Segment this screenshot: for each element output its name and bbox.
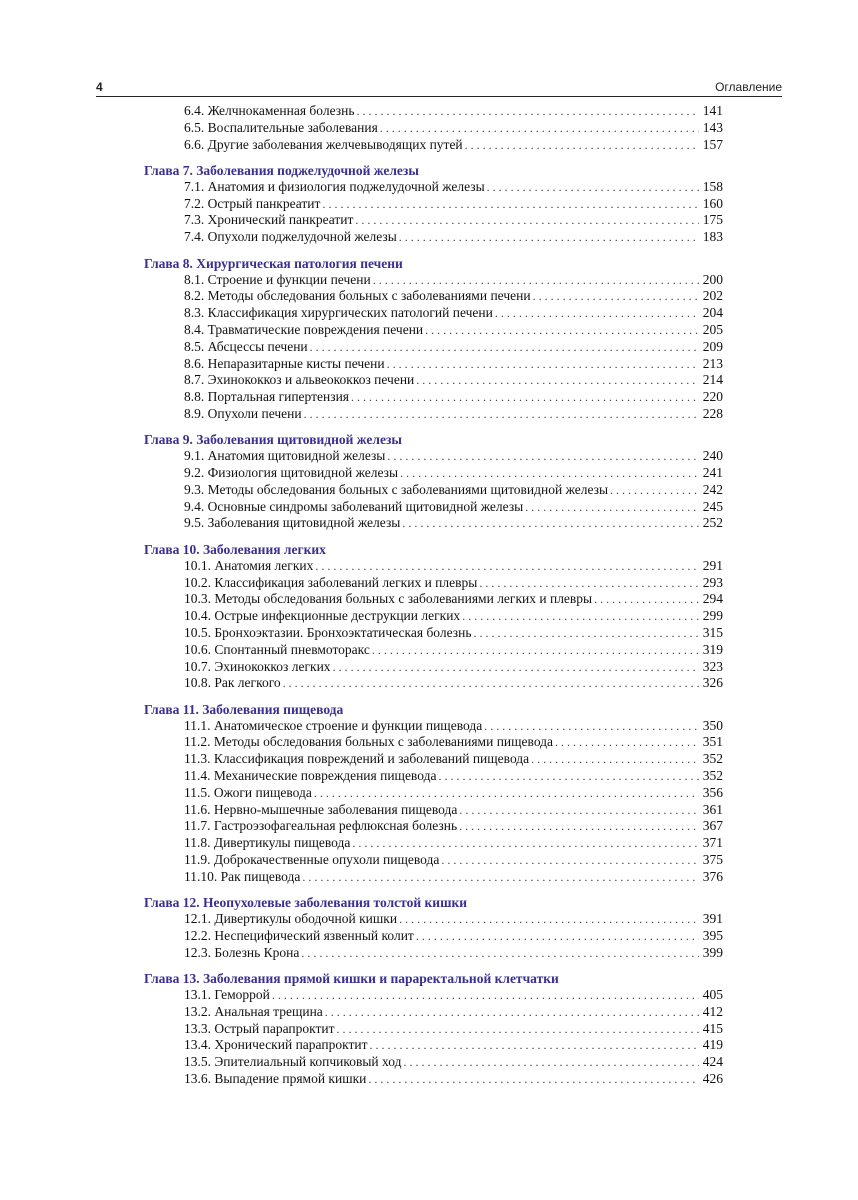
dot-leader <box>322 196 699 213</box>
toc-entry <box>96 137 782 154</box>
toc-chapter <box>96 103 782 153</box>
dot-leader <box>283 675 699 692</box>
toc-entry <box>96 305 782 322</box>
section-title: Оглавление <box>715 80 782 94</box>
toc-entry-page: 352 <box>702 751 723 767</box>
toc-entry-page: 419 <box>702 1037 723 1053</box>
toc-entry <box>96 785 782 802</box>
toc-entry-title: 11.6. Нервно-мышечные заболевания пищевода <box>184 801 458 817</box>
toc-entry <box>96 288 782 305</box>
toc-entry-page: 252 <box>702 515 723 531</box>
dot-leader <box>416 372 699 389</box>
toc-entry-page: 209 <box>702 338 723 354</box>
toc-entry-title: 6.4. Желчнокаменная болезнь <box>184 103 355 118</box>
toc-entry <box>96 945 782 962</box>
dot-leader <box>495 305 699 322</box>
toc-entry-title: 13.2. Анальная трещина <box>184 1003 323 1019</box>
dot-leader <box>459 818 699 835</box>
dot-leader <box>399 229 699 246</box>
toc-entry <box>96 558 782 575</box>
toc-entry-page: 412 <box>702 1003 723 1019</box>
dot-leader <box>416 928 699 945</box>
dot-leader <box>484 718 699 735</box>
toc-entry-title: 11.8. Дивертикулы пищевода <box>184 835 351 851</box>
dot-leader <box>425 322 699 339</box>
toc-entry-title: 8.1. Строение и функции печени <box>184 271 371 287</box>
dot-leader <box>356 103 699 120</box>
dot-leader <box>402 515 699 532</box>
toc-entry <box>96 372 782 389</box>
dot-leader <box>474 625 700 642</box>
toc-entry <box>96 852 782 869</box>
dot-leader <box>333 659 699 676</box>
dot-leader <box>399 911 699 928</box>
toc-entry-title: 8.5. Абсцессы печени <box>184 338 308 354</box>
toc-entry <box>96 465 782 482</box>
dot-leader <box>400 465 699 482</box>
toc-entry-title: 12.3. Болезнь Крона <box>184 944 300 960</box>
dot-leader <box>610 482 699 499</box>
toc-entry-title: 9.3. Методы обследования больных с заболеваниями щитовидной железы <box>184 481 609 497</box>
toc-entry-page: 157 <box>702 136 723 152</box>
toc-entry <box>96 1054 782 1071</box>
toc-entry-title: 8.3. Классификация хирургических патологий печени <box>184 305 493 321</box>
toc-entry <box>96 675 782 692</box>
dot-leader <box>533 288 699 305</box>
toc-entry-page: 367 <box>702 818 723 834</box>
toc-entry-title: 11.7. Гастроэзофагеальная рефлюксная болезнь <box>184 818 458 834</box>
chapter-title: Глава 11. Заболевания пищевода <box>144 701 344 717</box>
dot-leader <box>462 608 699 625</box>
dot-leader <box>352 835 699 852</box>
toc-entry-title: 11.3. Классификация повреждений и заболеваний пищевода <box>184 751 530 767</box>
page-number: 4 <box>96 80 103 94</box>
toc-entry-title: 12.2. Неспецифический язвенный колит <box>184 927 414 943</box>
toc-chapter <box>96 431 782 532</box>
toc-entry-page: 405 <box>702 986 723 1002</box>
toc-entry-page: 214 <box>702 372 723 388</box>
toc-entry-page: 213 <box>702 355 723 371</box>
toc-chapter <box>96 701 782 886</box>
running-header <box>96 80 782 97</box>
toc-entry-title: 7.2. Острый панкреатит <box>184 195 321 211</box>
toc-entry <box>96 499 782 516</box>
toc-entry-title: 11.2. Методы обследования больных с заболеваниями пищевода <box>184 734 554 750</box>
toc-entry-page: 200 <box>702 271 723 287</box>
toc-entry <box>96 389 782 406</box>
toc-entry-page: 220 <box>702 389 723 405</box>
toc-entry-title: 11.1. Анатомическое строение и функции пищевода <box>184 717 483 733</box>
toc-entry <box>96 515 782 532</box>
toc-chapter <box>96 541 782 692</box>
toc-entry <box>96 482 782 499</box>
toc-entry <box>96 339 782 356</box>
toc-entry <box>96 229 782 246</box>
toc-entry-page: 158 <box>702 178 723 194</box>
dot-leader <box>441 852 699 869</box>
toc-entry-page: 315 <box>702 624 723 640</box>
table-of-contents <box>96 103 782 1096</box>
dot-leader <box>373 272 699 289</box>
chapter-title: Глава 13. Заболевания прямой кишки и параректальной клетчатки <box>144 970 559 986</box>
toc-entry <box>96 272 782 289</box>
toc-entry <box>96 911 782 928</box>
chapter-title: Глава 12. Неопухолевые заболевания толстой кишки <box>144 895 468 911</box>
toc-entry-title: 8.9. Опухоли печени <box>184 405 302 421</box>
chapter-title: Глава 7. Заболевания поджелудочной железы <box>144 162 419 178</box>
toc-entry <box>96 1037 782 1054</box>
toc-entry <box>96 1004 782 1021</box>
toc-entry <box>96 591 782 608</box>
toc-entry <box>96 734 782 751</box>
toc-entry-title: 8.7. Эхинококкоз и альвеококкоз печени <box>184 372 415 388</box>
toc-entry-page: 350 <box>702 717 723 733</box>
toc-entry-title: 9.1. Анатомия щитовидной железы <box>184 448 386 464</box>
dot-leader <box>487 179 699 196</box>
toc-entry-title: 7.1. Анатомия и физиология поджелудочной железы <box>184 178 485 194</box>
toc-entry <box>96 751 782 768</box>
toc-entry-page: 205 <box>702 321 723 337</box>
toc-entry-page: 415 <box>702 1020 723 1036</box>
toc-entry-page: 391 <box>702 911 723 927</box>
toc-entry-page: 204 <box>702 305 723 321</box>
toc-entry-title: 11.10. Рак пищевода <box>184 868 301 884</box>
toc-entry-title: 13.6. Выпадение прямой кишки <box>184 1070 367 1086</box>
dot-leader <box>315 558 699 575</box>
toc-entry-page: 426 <box>702 1070 723 1086</box>
toc-entry-title: 10.1. Анатомия легких <box>184 557 314 573</box>
toc-entry <box>96 406 782 423</box>
toc-entry-title: 9.5. Заболевания щитовидной железы <box>184 515 401 531</box>
toc-entry-title: 10.7. Эхинококкоз легких <box>184 658 331 674</box>
dot-leader <box>459 802 699 819</box>
dot-leader <box>438 768 699 785</box>
toc-entry-page: 141 <box>702 103 723 118</box>
toc-entry-title: 10.2. Классификация заболеваний легких и плевры <box>184 574 478 590</box>
toc-entry <box>96 1071 782 1088</box>
dot-leader <box>304 406 699 423</box>
toc-entry-title: 10.5. Бронхоэктазии. Бронхоэктатическая болезнь <box>184 624 472 640</box>
dot-leader <box>479 575 699 592</box>
toc-chapter <box>96 255 782 423</box>
toc-entry-title: 11.5. Ожоги пищевода <box>184 784 312 800</box>
dot-leader <box>368 1071 699 1088</box>
toc-entry-page: 175 <box>702 212 723 228</box>
toc-entry-title: 11.4. Механические повреждения пищевода <box>184 768 437 783</box>
toc-entry <box>96 575 782 592</box>
toc-entry-page: 399 <box>702 944 723 960</box>
dot-leader <box>301 945 699 962</box>
toc-entry <box>96 196 782 213</box>
dot-leader <box>380 120 699 137</box>
toc-entry <box>96 212 782 229</box>
dot-leader <box>594 591 699 608</box>
toc-entry-page: 202 <box>702 288 723 304</box>
toc-entry-title: 8.2. Методы обследования больных с заболеваниями печени <box>184 288 531 304</box>
toc-entry-page: 294 <box>702 591 723 607</box>
dot-leader <box>325 1004 699 1021</box>
toc-entry <box>96 179 782 196</box>
toc-entry <box>96 869 782 886</box>
dot-leader <box>387 448 699 465</box>
toc-entry-title: 13.1. Геморрой <box>184 986 270 1002</box>
toc-entry-page: 183 <box>702 229 723 245</box>
dot-leader <box>531 751 699 768</box>
toc-entry-page: 351 <box>702 734 723 750</box>
toc-entry-title: 8.6. Непаразитарные кисты печени <box>184 355 385 371</box>
toc-entry-page: 240 <box>702 448 723 464</box>
dot-leader <box>355 212 699 229</box>
toc-entry-title: 8.4. Травматические повреждения печени <box>184 321 424 337</box>
dot-leader <box>310 339 699 356</box>
toc-entry <box>96 1021 782 1038</box>
toc-entry-title: 10.6. Спонтанный пневмоторакс <box>184 641 370 657</box>
toc-entry <box>96 987 782 1004</box>
toc-entry-page: 326 <box>702 675 723 691</box>
toc-entry-page: 424 <box>702 1054 723 1070</box>
toc-entry-title: 13.4. Хронический парапроктит <box>184 1037 368 1053</box>
toc-entry-title: 10.3. Методы обследования больных с заболеваниями легких и плевры <box>184 591 593 607</box>
toc-entry-page: 352 <box>702 768 723 783</box>
toc-entry <box>96 642 782 659</box>
dot-leader <box>302 869 699 886</box>
dot-leader <box>372 642 699 659</box>
toc-entry <box>96 835 782 852</box>
toc-entry <box>96 322 782 339</box>
dot-leader <box>465 137 699 154</box>
toc-entry-page: 245 <box>702 498 723 514</box>
chapter-title: Глава 8. Хирургическая патология печени <box>144 255 403 271</box>
toc-entry <box>96 718 782 735</box>
toc-entry-page: 319 <box>702 641 723 657</box>
toc-chapter <box>96 970 782 1088</box>
dot-leader <box>314 785 699 802</box>
dot-leader <box>272 987 699 1004</box>
toc-entry <box>96 659 782 676</box>
toc-entry-page: 228 <box>702 405 723 421</box>
toc-entry <box>96 608 782 625</box>
toc-entry <box>96 768 782 785</box>
toc-entry-page: 143 <box>702 119 723 135</box>
toc-entry-page: 242 <box>702 481 723 497</box>
toc-entry-title: 9.2. Физиология щитовидной железы <box>184 465 399 481</box>
toc-entry-title: 10.4. Острые инфекционные деструкции легких <box>184 608 461 624</box>
dot-leader <box>387 356 699 373</box>
toc-entry-page: 361 <box>702 801 723 817</box>
toc-chapter <box>96 162 782 246</box>
dot-leader <box>337 1021 699 1038</box>
toc-entry <box>96 103 782 120</box>
dot-leader <box>369 1037 699 1054</box>
toc-entry <box>96 928 782 945</box>
toc-entry-title: 11.9. Доброкачественные опухоли пищевода <box>184 851 440 867</box>
toc-entry-page: 299 <box>702 608 723 624</box>
dot-leader <box>555 734 699 751</box>
toc-entry-page: 241 <box>702 465 723 481</box>
dot-leader <box>525 499 699 516</box>
toc-entry-title: 7.4. Опухоли поджелудочной железы <box>184 229 397 245</box>
chapter-title: Глава 9. Заболевания щитовидной железы <box>144 432 402 448</box>
chapter-title: Глава 10. Заболевания легких <box>144 541 326 557</box>
toc-entry-page: 395 <box>702 927 723 943</box>
toc-entry-page: 323 <box>702 658 723 674</box>
toc-entry-title: 6.5. Воспалительные заболевания <box>184 119 378 135</box>
toc-entry-title: 6.6. Другие заболевания желчевыводящих путей <box>184 136 463 152</box>
toc-entry-title: 13.3. Острый парапроктит <box>184 1020 335 1036</box>
toc-entry <box>96 448 782 465</box>
toc-entry-title: 13.5. Эпителиальный копчиковый ход <box>184 1054 402 1070</box>
toc-entry-title: 7.3. Хронический панкреатит <box>184 212 354 228</box>
toc-entry <box>96 802 782 819</box>
dot-leader <box>351 389 699 406</box>
toc-entry-page: 371 <box>702 835 723 851</box>
toc-entry-page: 293 <box>702 574 723 590</box>
dot-leader <box>403 1054 699 1071</box>
toc-entry <box>96 625 782 642</box>
toc-entry-page: 375 <box>702 851 723 867</box>
toc-entry-page: 376 <box>702 868 723 884</box>
toc-entry-title: 10.8. Рак легкого <box>184 675 281 691</box>
toc-entry-title: 8.8. Портальная гипертензия <box>184 389 349 405</box>
toc-entry-title: 12.1. Дивертикулы ободочной кишки <box>184 911 398 927</box>
toc-entry-page: 291 <box>702 557 723 573</box>
toc-chapter <box>96 894 782 961</box>
toc-entry-page: 356 <box>702 784 723 800</box>
toc-entry <box>96 120 782 137</box>
toc-entry <box>96 818 782 835</box>
toc-entry <box>96 356 782 373</box>
toc-entry-page: 160 <box>702 195 723 211</box>
toc-entry-title: 9.4. Основные синдромы заболеваний щитовидной железы <box>184 498 524 514</box>
